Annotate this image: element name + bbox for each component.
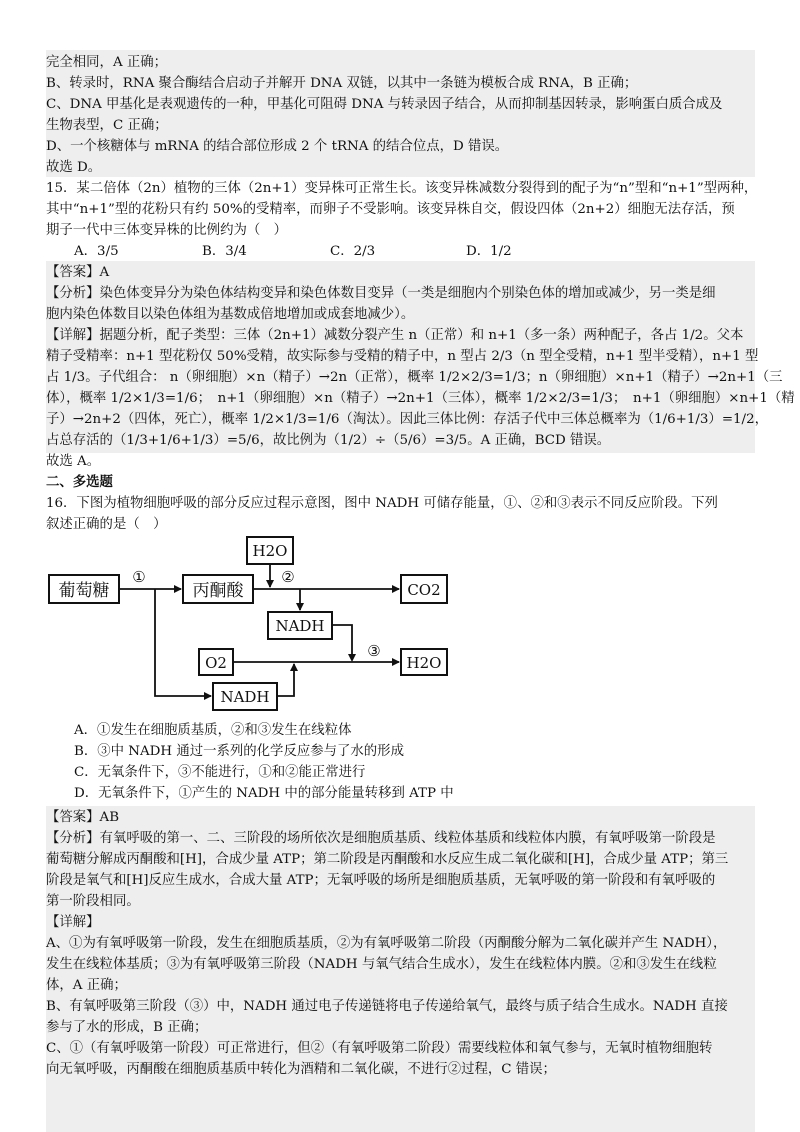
q15-stem-1: 15．某二倍体（2n）植物的三体（2n+1）变异株可正常生长。该变异株减数分裂得到的配子为“n”型和“n+1”型两种， <box>46 181 758 196</box>
h2o-out-label: H2O <box>406 654 442 672</box>
q16-stem-1: 16．下图为植物细胞呼吸的部分反应过程示意图，图中 NADH 可储存能量，①、②和③表示不同反应阶段。下列 <box>46 496 718 511</box>
q16-stem-2: 叙述正确的是（ ） <box>46 517 167 532</box>
q15-option-d: D．1/2 <box>466 244 512 259</box>
q16-option-d: D．无氧条件下，①产生的 NADH 中的部分能量转移到 ATP 中 <box>74 786 454 801</box>
q15-answer: 【答案】A <box>46 265 110 280</box>
q14-line-3: C、DNA 甲基化是表观遗传的一种，甲基化可阻碍 DNA 与转录因子结合，从而抑制基因转录，影响蛋白质合成及 <box>46 97 723 112</box>
q15-option-a: A．3/5 <box>74 244 119 259</box>
q15-stem-2: 其中“n+1”型的花粉只有约 50%的受精率，而卵子不受影响。该变异株自交，假设四体（2n+2）细胞无法存活，预 <box>46 202 735 217</box>
step3-label: ③ <box>367 642 381 660</box>
q16-option-a: A．①发生在细胞质基质，②和③发生在线粒体 <box>74 723 352 738</box>
q16-analysis-1: 【分析】有氧呼吸的第一、二、三阶段的场所依次是细胞质基质、线粒体基质和线粒体内膜，有氧呼吸第一阶段是 <box>46 831 716 846</box>
q14-line-1: 完全相同，A 正确； <box>46 55 168 70</box>
q14-line-6: 故选 D。 <box>46 160 102 175</box>
q16-detail-1: A、①为有氧呼吸第一阶段，发生在细胞质基质，②为有氧呼吸第二阶段（丙酮酸分解为二氧化碳并产生 NADH）， <box>46 936 727 951</box>
q15-detail-3: 占 1/3。子代组合： n（卵细胞）×n（精子）→2n（正常），概率 1/2×2/3=1/3；n（卵细胞）×n+1（精子）→2n+1（三 <box>46 370 783 385</box>
q15-detail-1: 【详解】据题分析，配子类型：三体（2n+1）减数分裂产生 n（正常）和 n+1（多一条）两种配子，各占 1/2。父本 <box>46 328 744 343</box>
q15-option-c: C．2/3 <box>330 244 376 259</box>
q16-detail-5: 参与了水的形成，B 正确； <box>46 1020 208 1035</box>
q16-analysis-3: 阶段是氧气和[H]反应生成水，合成大量 ATP；无氧呼吸的场所是细胞质基质，无氧呼吸的第一阶段和有氧呼吸的 <box>46 873 716 888</box>
q15-choose: 故选 A。 <box>46 454 101 469</box>
step2-label: ② <box>281 568 295 586</box>
o2-label: O2 <box>205 654 227 672</box>
section-title: 二、多选题 <box>46 474 113 490</box>
arrow-glucose-to-nadh <box>155 589 211 696</box>
q16-analysis-4: 第一阶段相同。 <box>46 894 140 909</box>
q16-analysis-2: 葡萄糖分解成丙酮酸和[H]，合成少量 ATP；第二阶段是丙酮酸和水反应生成二氧化碳和[H]，合成少量 ATP；第三 <box>46 852 729 867</box>
q14-line-4: 生物表型，C 正确； <box>46 118 168 133</box>
arrow-nadh-low-up <box>277 664 294 696</box>
q15-detail-5: 子）→2n+2（四体，死亡），概率 1/2×1/3=1/6（淘汰）。因此三体比例：存活子代中三体总概率为（1/6+1/3）=1/2， <box>46 412 768 427</box>
q15-analysis-1: 【分析】染色体变异分为染色体结构变异和染色体数目变异（一类是细胞内个别染色体的增加或减少，另一类是细 <box>46 286 716 301</box>
q15-detail-6: 占总存活的（1/3+1/6+1/3）=5/6，故比例为（1/2）÷（5/6）=3/5。A 正确，BCD 错误。 <box>46 433 611 448</box>
q14-line-5: D、一个核糖体与 mRNA 的结合部位形成 2 个 tRNA 的结合位点，D 错误。 <box>46 139 509 154</box>
pyruvate-label: 丙酮酸 <box>192 581 244 601</box>
q16-detail-7: 向无氧呼吸，丙酮酸在细胞质基质中转化为酒精和二氧化碳，不进行②过程，C 错误； <box>46 1062 556 1077</box>
q16-detail-title: 【详解】 <box>46 915 100 930</box>
q15-analysis-2: 胞内染色体数目以染色体组为基数成倍地增加或成套地减少）。 <box>46 307 415 322</box>
q16-option-c: C．无氧条件下，③不能进行，①和②能正常进行 <box>74 765 366 780</box>
arrow-nadh-mid-to-h2o <box>332 625 352 658</box>
q16-detail-6: C、①（有氧呼吸第一阶段）可正常进行，但②（有氧呼吸第二阶段）需要线粒体和氧气参与，无氧时植物细胞转 <box>46 1041 713 1056</box>
nadh-low-label: NADH <box>220 688 270 706</box>
q15-detail-2: 精子受精率：n+1 型花粉仅 50%受精，故实际参与受精的精子中，n 型占 2/3（n 型全受精，n+1 型半受精），n+1 型 <box>46 349 759 364</box>
respiration-diagram <box>0 530 800 720</box>
q16-detail-3: 体，A 正确； <box>46 978 127 993</box>
q16-option-b: B．③中 NADH 通过一系列的化学反应参与了水的形成 <box>74 744 404 759</box>
q16-answer: 【答案】AB <box>46 810 120 825</box>
step1-label: ① <box>132 568 146 586</box>
q16-detail-2: 发生在线粒体基质；③为有氧呼吸第三阶段（NADH 与氧气结合生成水），发生在线粒体内膜。②和③发生在线粒 <box>46 957 717 972</box>
q15-detail-4: 体），概率 1/2×1/3=1/6； n+1（卵细胞）×n（精子）→2n+1（三体），概率 1/2×2/3=1/3； n+1（卵细胞）×n+1（精 <box>46 391 795 406</box>
q16-detail-4: B、有氧呼吸第三阶段（③）中，NADH 通过电子传递链将电子传递给氧气，最终与质子结合生成水。NADH 直接 <box>46 999 728 1014</box>
q14-line-2: B、转录时，RNA 聚合酶结合启动子并解开 DNA 双链，以其中一条链为模板合成 RNA，B 正确； <box>46 76 638 91</box>
glucose-label: 葡萄糖 <box>58 581 110 601</box>
co2-label: CO2 <box>407 581 441 599</box>
nadh-mid-label: NADH <box>275 617 325 635</box>
h2o-in-label: H2O <box>252 542 288 560</box>
q15-option-b: B．3/4 <box>202 244 247 259</box>
q15-stem-3: 期子一代中三体变异株的比例约为（ ） <box>46 223 288 238</box>
